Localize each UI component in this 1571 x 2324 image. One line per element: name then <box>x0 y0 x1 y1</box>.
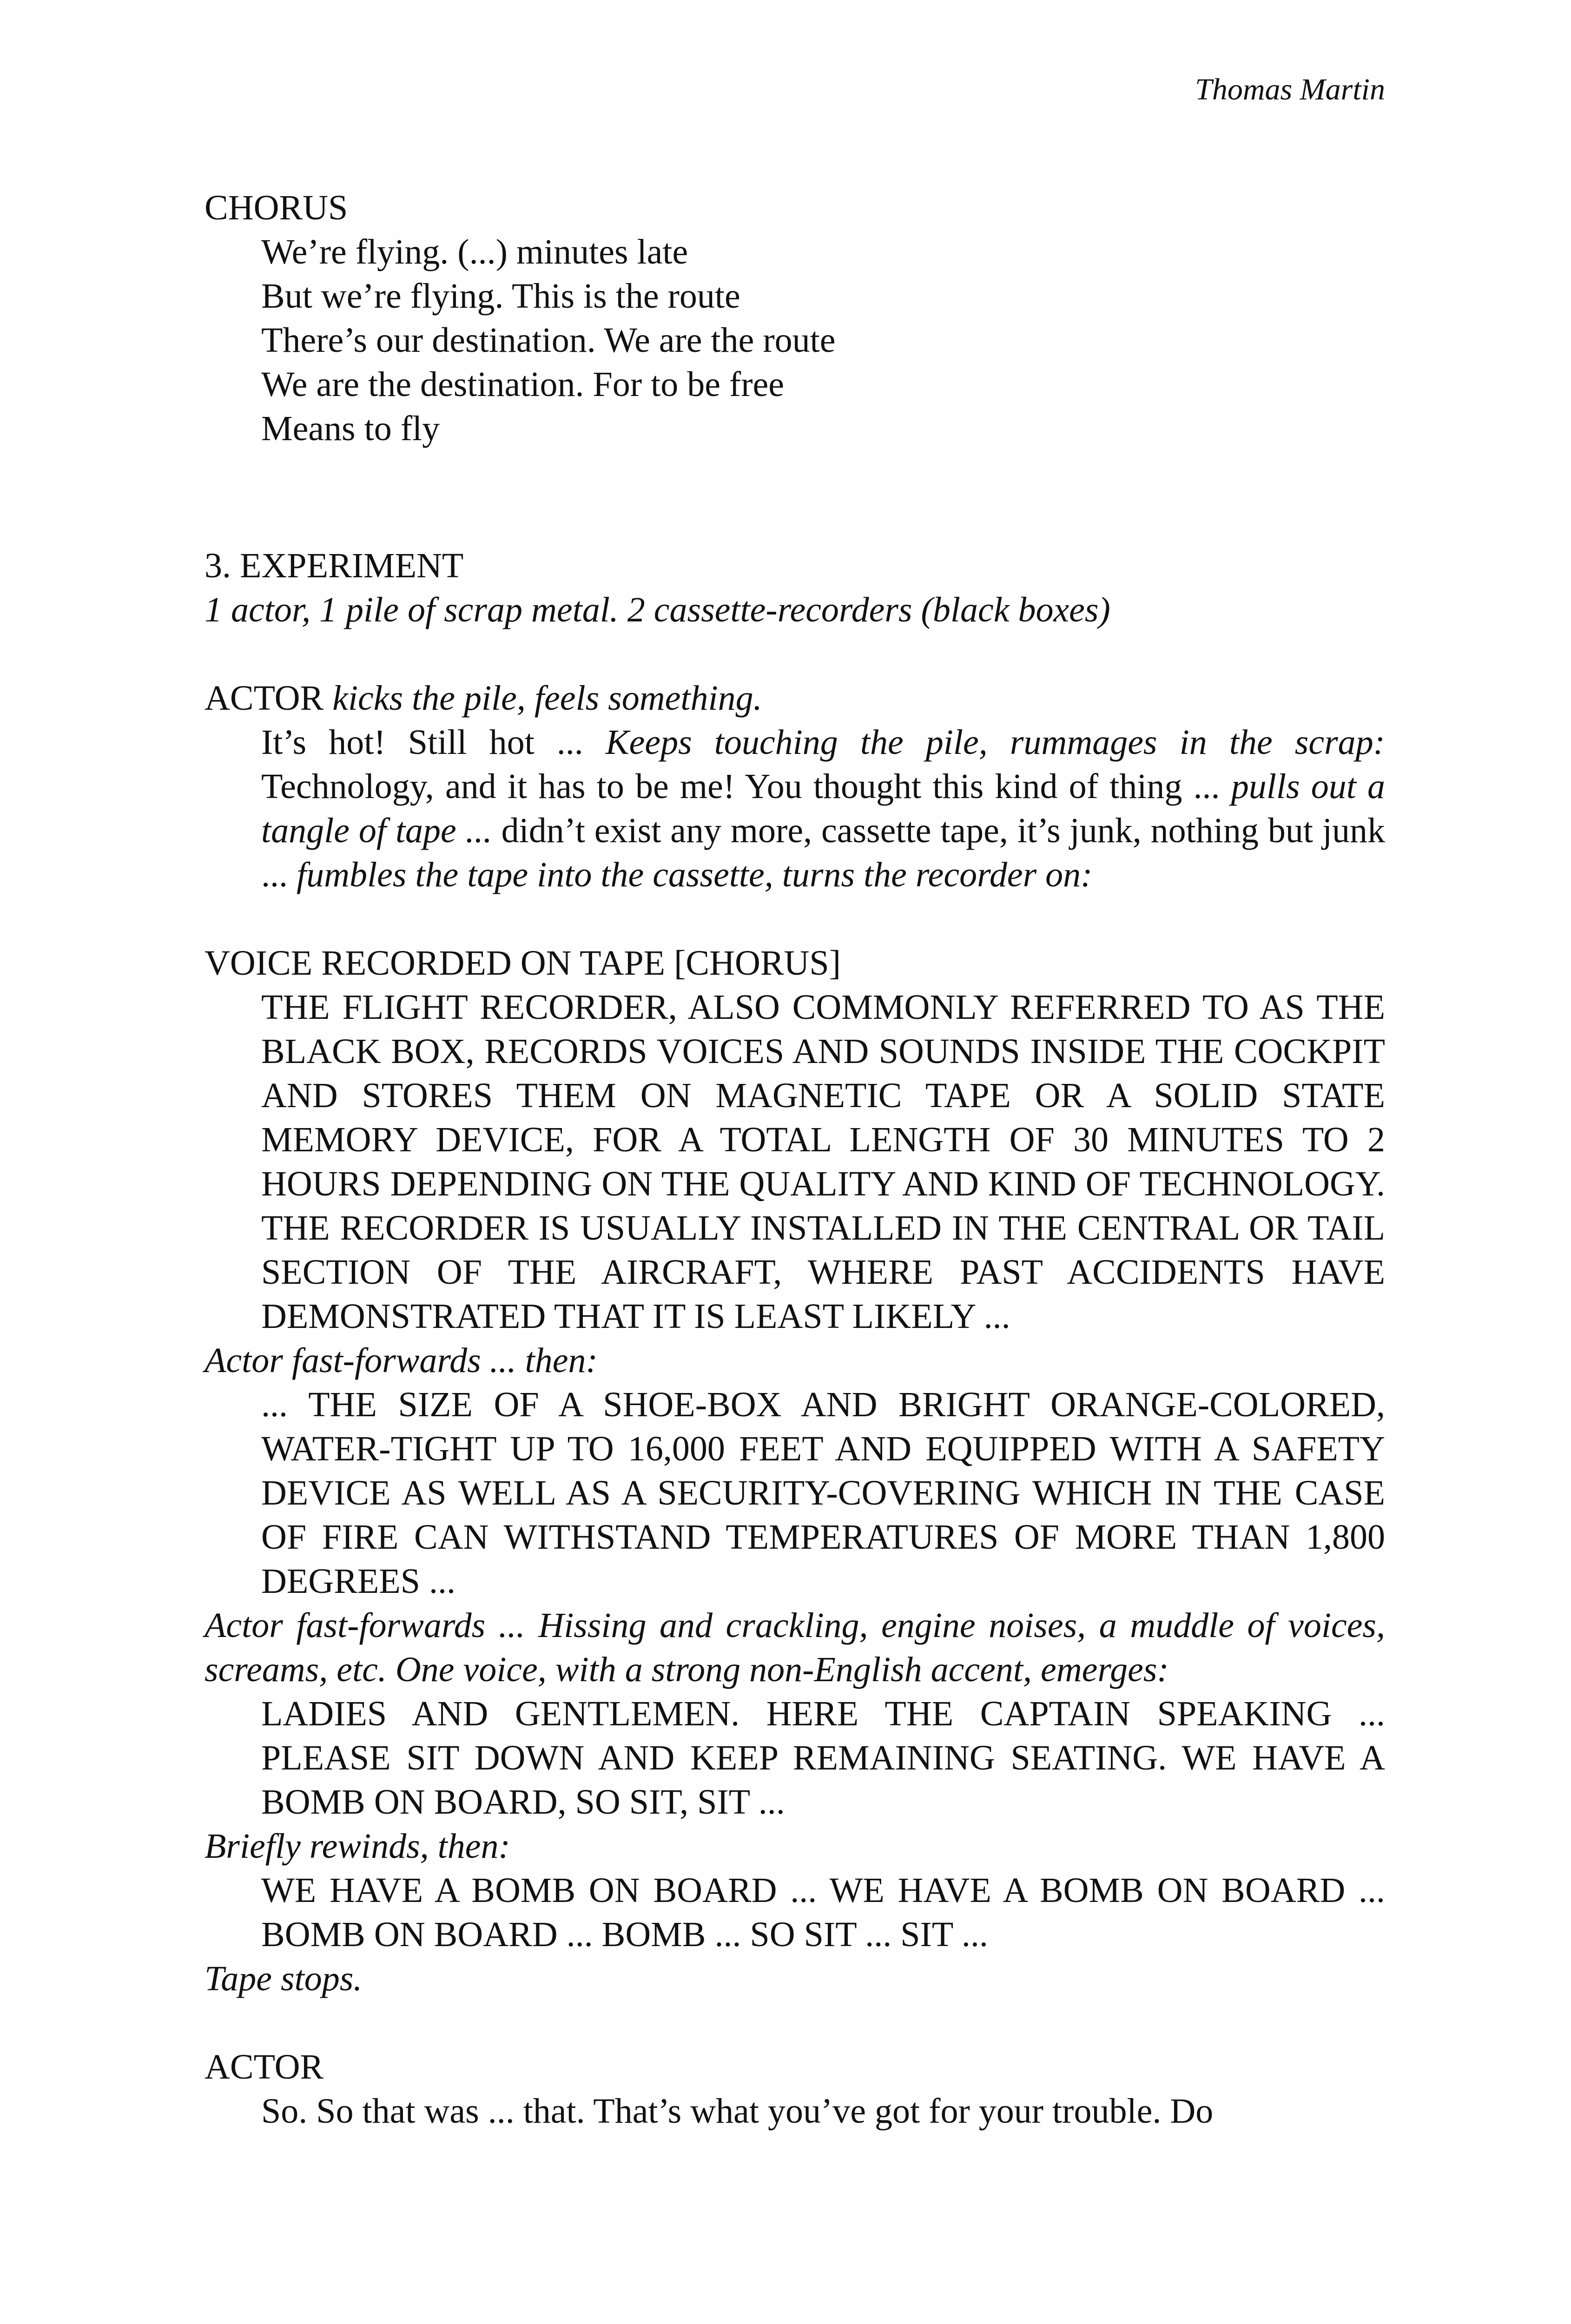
speech-text: didn’t exist any more, cassette tape, it’s junk, nothing but junk ... <box>261 811 1385 894</box>
speech-text: It’s hot! Still hot ... <box>261 723 606 762</box>
voice-block <box>205 941 1385 2001</box>
chorus-verse <box>261 230 1385 451</box>
stage-direction: kicks the pile, feels something. <box>332 679 762 718</box>
actor-final-block <box>205 2045 1385 2133</box>
verse-line: We’re flying. (...) minutes late <box>261 232 688 271</box>
speech-text: Technology, and it has to be me! You thought this kind of thing ... <box>261 767 1231 806</box>
voice-speech-1: THE FLIGHT RECORDER, ALSO COMMONLY REFERRED TO AS THE BLACK BOX, RECORDS VOICES AND SOUNDS INSIDE THE COCKPIT AND STORES THEM ON MAGNETIC TAPE OR A SOLID STATE MEMORY DEVICE, FOR A TOTAL LENGTH OF 30 MINUTES TO 2 HOURS DEPENDING ON THE QUALITY AND KIND OF TECHNOLOGY. THE RECORDER IS USUALLY INSTALLED IN THE CENTRAL OR TAIL SECTION OF THE AIRCRAFT, WHERE PAST ACCIDENTS HAVE DEMONSTRATED THAT IT IS LEAST LIKELY ... <box>261 988 1385 1336</box>
stage-direction: Keeps touching the pile, rummages in the scrap: <box>605 723 1385 762</box>
verse-line: There’s our destination. We are the route <box>261 321 836 360</box>
actor-final-speech: So. So that was ... that. That’s what you’ve got for your trouble. Do <box>261 2092 1214 2131</box>
speaker-chorus: CHORUS <box>205 188 348 227</box>
section-title: 3. EXPERIMENT <box>205 546 464 585</box>
stage-direction-2: Actor fast-forwards ... Hissing and crackling, engine noises, a muddle of voices, screams, etc. One voice, with a strong non-English accent, emerges: <box>205 1606 1385 1689</box>
stage-direction: pulls out a tangle of tape ... <box>261 767 1386 850</box>
stage-direction-3: Briefly rewinds, then: <box>205 1827 510 1866</box>
chorus-block <box>205 186 1385 451</box>
speaker-name: ACTOR <box>205 679 324 718</box>
actor-intro-speech <box>261 720 1385 897</box>
actor-intro-block <box>205 676 1385 897</box>
speaker-voice: VOICE RECORDED ON TAPE [CHORUS] <box>205 944 841 983</box>
verse-line: Means to fly <box>261 409 440 448</box>
speaker-actor-intro <box>205 676 1385 720</box>
voice-speech-4: WE HAVE A BOMB ON BOARD ... WE HAVE A BOMB ON BOARD ... BOMB ON BOARD ... BOMB ... SO SIT ... SIT ... <box>261 1871 1385 1954</box>
stage-direction: fumbles the tape into the cassette, turns the recorder on: <box>297 855 1093 894</box>
speaker-actor-final: ACTOR <box>205 2047 324 2086</box>
stage-direction-1: Actor fast-forwards ... then: <box>205 1341 598 1380</box>
verse-line: But we’re flying. This is the route <box>261 277 740 316</box>
voice-speech-3: LADIES AND GENTLEMEN. HERE THE CAPTAIN SPEAKING ... PLEASE SIT DOWN AND KEEP REMAINING SEATING. WE HAVE A BOMB ON BOARD, SO SIT, SIT ... <box>261 1694 1385 1822</box>
running-header-author: Thomas Martin <box>1195 73 1385 106</box>
cast-note: 1 actor, 1 pile of scrap metal. 2 cassette-recorders (black boxes) <box>205 590 1110 629</box>
voice-speech-2: ... THE SIZE OF A SHOE-BOX AND BRIGHT ORANGE-COLORED, WATER-TIGHT UP TO 16,000 FEET AND EQUIPPED WITH A SAFETY DEVICE AS WELL AS A SECURITY-COVERING WHICH IN THE CASE OF FIRE CAN WITHSTAND TEMPERATURES OF MORE THAN 1,800 DEGREES ... <box>261 1385 1385 1601</box>
page-body <box>205 186 1385 2133</box>
verse-line: We are the destination. For to be free <box>261 365 785 404</box>
stage-direction-4: Tape stops. <box>205 1959 363 1998</box>
